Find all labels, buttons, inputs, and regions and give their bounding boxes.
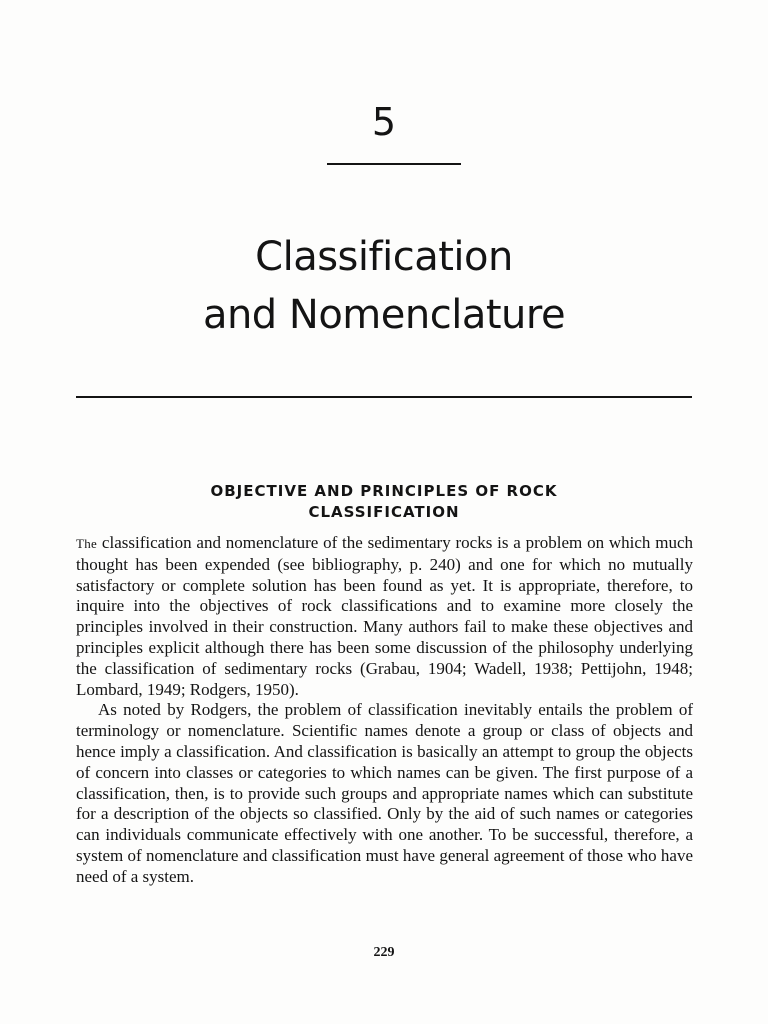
body-text xyxy=(76,533,693,888)
chapter-title-rule xyxy=(76,396,692,398)
chapter-number-rule xyxy=(327,163,461,165)
chapter-title-line-2: and Nomenclature xyxy=(202,292,566,338)
section-heading xyxy=(140,481,628,523)
paragraph-1 xyxy=(76,533,693,700)
paragraph-1-text: classification and nomenclature of the sedimentary rocks is a problem on which much thought has been expended (see bibliography, p. 240) and one for which no mutually satisfactory or complete solution has been found as yet. It is appropriate, therefore, to inquire into the objectives of rock classifications and to examine more closely the principles involved in their construction. Many authors fail to make these objectives and principles explicit although there has been some discussion of the philosophy underlying the classification of sedimentary rocks (Grabau, 1904; Wadell, 1938; Pettijohn, 1948; Lombard, 1949; Rodgers, 1950). xyxy=(76,533,693,699)
chapter-title-line-1: Classification xyxy=(255,234,513,280)
page-number: 229 xyxy=(373,945,395,960)
section-heading-line-1: OBJECTIVE AND PRINCIPLES OF ROCK xyxy=(210,482,558,500)
chapter-title xyxy=(0,228,768,344)
chapter-number: 5 xyxy=(371,100,397,144)
paragraph-2: As noted by Rodgers, the problem of classification inevitably entails the problem of terminology or nomenclature. Scientific names denote a group or class of objects and hence imply a classification. And classification is basically an attempt to group the objects of concern into classes or categories to which names can be given. The first purpose of a classification, then, is to provide such groups and appropriate names which can substitute for a description of the objects so classified. Only by the aid of such names or categories can individuals communicate effectively with one another. To be successful, therefore, a system of nomenclature and classification must have general agreement of those who have need of a system. xyxy=(76,700,693,886)
section-heading-line-2: CLASSIFICATION xyxy=(308,503,460,521)
paragraph-lead-word: The xyxy=(76,536,98,551)
